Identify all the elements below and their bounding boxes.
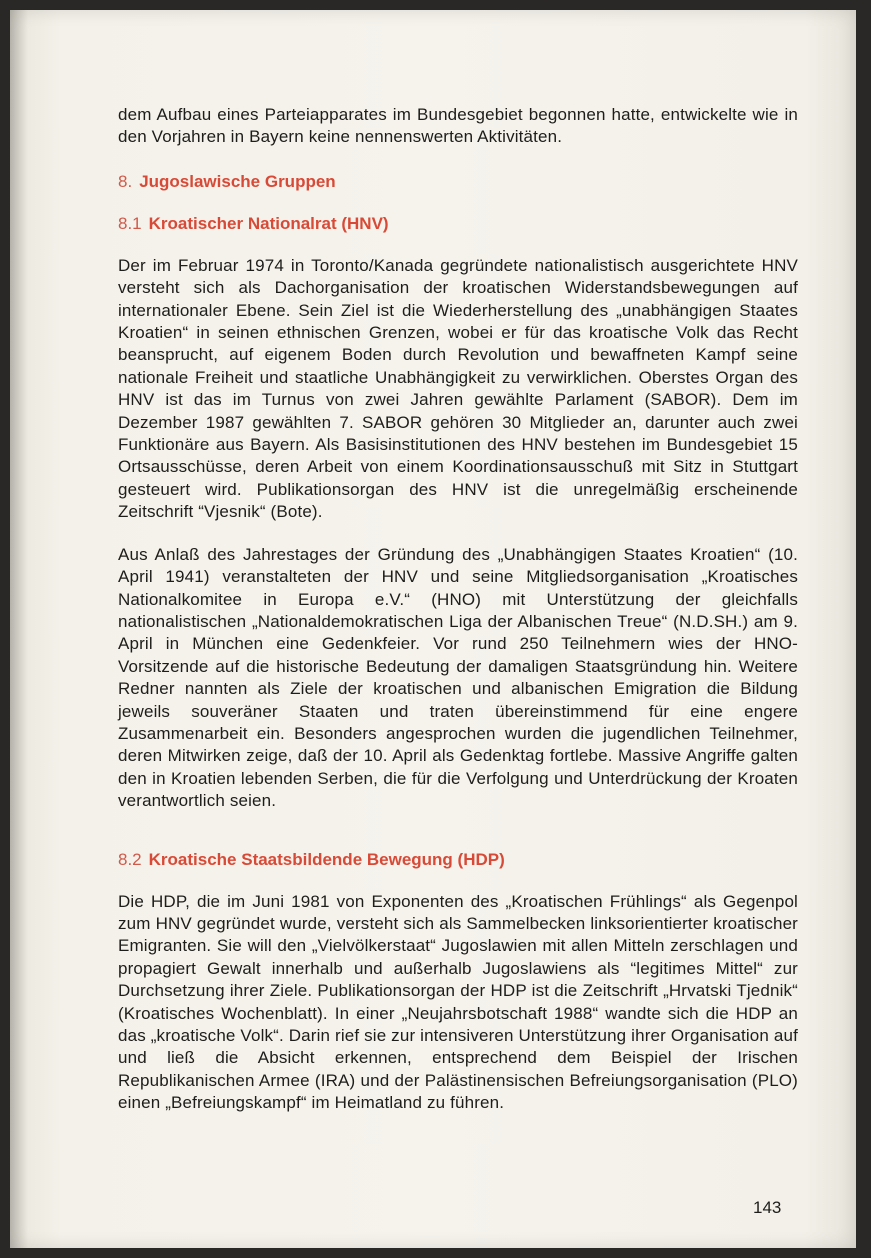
section-number: 8. [118,171,133,191]
subsection-1-number: 8.1 [118,213,142,233]
intro-paragraph: dem Aufbau eines Parteiapparates im Bundesgebiet begonnen hatte, entwickelte wie in den Vorjahren in Bayern keine nennenswerten Aktivitäten. [118,105,798,147]
page-number: 143 [753,1198,782,1217]
subsection-1-paragraph-1: Der im Februar 1974 in Toronto/Kanada gegründete nationalistisch ausgerichtete HNV versteht sich als Dachorganisation der kroatischen Widerstandsbewegungen auf internationaler Ebene. Sein Ziel ist die Wiederherstellung des „unabhängigen Staates Kroatien“ in seinen ethnischen Grenzen, wobei er für das kroatische Volk das Recht beansprucht, auf eigenem Boden durch Revolution und bewaffneten Kampf seine nationale Freiheit und staatliche Unabhängigkeit zu verwirklichen. Oberstes Organ des HNV ist das im Turnus von zwei Jahren gewählte Parlament (SABOR). Dem im Dezember 1987 gewählten 7. SABOR gehören 30 Mitglieder an, darunter auch zwei Funktionäre aus Bayern. Als Basisinstitutionen des HNV bestehen im Bundesgebiet 15 Ortsausschüsse, deren Arbeit von einem Koordinationsausschuß mit Sitz in Stuttgart gesteuert wird. Publikationsorgan des HNV ist die unregelmäßig erscheinende Zeitschrift “Vjesnik“ (Bote). [118,255,798,522]
subsection-2-title: Kroatische Staatsbildende Bewegung (HDP) [148,849,505,869]
page-content [118,104,798,1115]
document-page [10,10,856,1248]
subsection-2-number: 8.2 [118,849,142,869]
section-heading [118,171,798,193]
subsection-2-paragraph-1: Die HDP, die im Juni 1981 von Exponenten des „Kroatischen Frühlings“ als Gegenpol zum HNV gegründet wurde, versteht sich als Sammelbecken linksorientierter kroatischer Emigranten. Sie will den „Vielvölkerstaat“ Jugoslawien mit allen Mitteln zerschlagen und propagiert Gewalt innerhalb und außerhalb Jugoslawiens als “legitimes Mittel“ zur Durchsetzung ihrer Ziele. Publikationsorgan der HDP ist die Zeitschrift „Hrvatski Tjednik“ (Kroatisches Wochenblatt). In einer „Neujahrsbotschaft 1988“ wandte sich die HDP an das „kroatische Volk“. Darin rief sie zur intensiveren Unterstützung ihrer Organisation auf und ließ die Absicht erkennen, entsprechend dem Beispiel der Irischen Republikanischen Armee (IRA) und der Palästinensischen Befreiungsorganisation (PLO) einen „Befreiungskampf“ im Heimatland zu führen. [118,891,798,1113]
subsection-1-paragraph-2: Aus Anlaß des Jahrestages der Gründung des „Unabhängigen Staates Kroatien“ (10. April 1941) veranstalteten der HNV und seine Mitgliedsorganisation „Kroatisches Nationalkomitee in Europa e.V.“ (HNO) mit Unterstützung der gleichfalls nationalistischen „Nationaldemokratischen Liga der Albanischen Treue“ (N.D.SH.) am 9. April in München eine Gedenkfeier. Vor rund 250 Teilnehmern wies der HNO-Vorsitzende auf die historische Bedeutung der damaligen Staatsgründung hin. Weitere Redner nannten als Ziele der kroatischen und albanischen Emigration die Bildung jeweils souveräner Staaten und traten übereinstimmend für eine engere Zusammenarbeit ein. Besonders angesprochen wurden die jugendlichen Teilnehmer, deren Mitwirken zeige, daß der 10. April als Gedenktag fortlebe. Massive Angriffe galten den in Kroatien lebenden Serben, die für die Verfolgung und Unterdrückung der Kroaten verantwortlich seien. [118,544,798,811]
subsection-2-heading [118,849,798,871]
subsection-1-heading [118,213,798,235]
subsection-1-title: Kroatischer Nationalrat (HNV) [148,213,389,233]
section-title: Jugoslawische Gruppen [139,171,336,191]
